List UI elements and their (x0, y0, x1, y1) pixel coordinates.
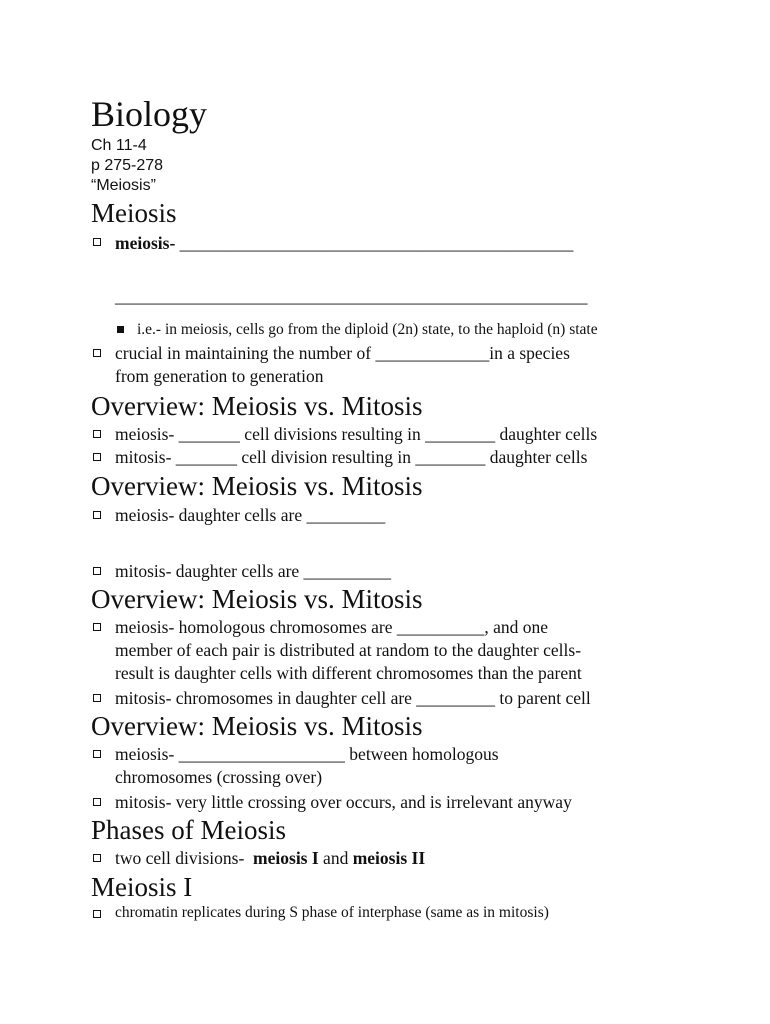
section-heading-overview-4: Overview: Meiosis vs. Mitosis (91, 711, 423, 741)
hollow-square-bullet-icon (93, 623, 101, 631)
section-heading-overview-3: Overview: Meiosis vs. Mitosis (91, 584, 423, 614)
section-heading-overview-2: Overview: Meiosis vs. Mitosis (91, 471, 423, 501)
term-meiosis-i: meiosis I (253, 848, 319, 868)
two-cell-divisions-text: two cell divisions- (115, 848, 254, 868)
hollow-square-bullet-icon (93, 349, 101, 357)
topic-label: “Meiosis” (91, 177, 156, 194)
document-title: Biology (91, 94, 208, 134)
section-heading-phases: Phases of Meiosis (91, 815, 286, 845)
overview-1-mitosis: mitosis- _______ cell division resulting in ________ daughter cells (115, 447, 588, 467)
overview-3-meiosis-line-2: member of each pair is distributed at random to the daughter cells- (115, 640, 582, 660)
hollow-square-bullet-icon (93, 453, 101, 461)
pages-label: p 275-278 (91, 157, 164, 174)
hollow-square-bullet-icon (93, 910, 101, 918)
diploid-haploid-note: i.e.- in meiosis, cells go from the diploid (2n) state, to the haploid (n) state (137, 321, 598, 338)
hollow-square-bullet-icon (93, 694, 101, 702)
term-meiosis: meiosis- (115, 233, 176, 253)
term-meiosis-ii: meiosis II (352, 848, 426, 868)
meiosis-definition (115, 232, 573, 254)
section-heading-meiosis: Meiosis (91, 198, 177, 228)
hollow-square-bullet-icon (93, 430, 101, 438)
chapter-label: Ch 11-4 (91, 137, 147, 154)
definition-blank: _____________________________________________ (179, 233, 574, 253)
and-text: and (318, 848, 353, 868)
two-cell-divisions (115, 847, 425, 869)
overview-4-meiosis-line-1: meiosis- ___________________ between homologous (115, 744, 499, 764)
chromatin-replicates: chromatin replicates during S phase of interphase (same as in mitosis) (115, 904, 549, 921)
hollow-square-bullet-icon (93, 238, 101, 246)
overview-4-meiosis-line-2: chromosomes (crossing over) (115, 767, 323, 787)
crucial-line-2: from generation to generation (115, 366, 324, 386)
crucial-line-1: crucial in maintaining the number of _____________in a species (115, 343, 570, 363)
hollow-square-bullet-icon (93, 567, 101, 575)
overview-3-mitosis: mitosis- chromosomes in daughter cell are _________ to parent cell (115, 688, 591, 708)
overview-2-meiosis: meiosis- daughter cells are _________ (115, 505, 386, 525)
section-heading-overview-1: Overview: Meiosis vs. Mitosis (91, 391, 423, 421)
definition-blank-line-2: ______________________________________________________ (115, 286, 588, 306)
filled-square-bullet-icon (117, 326, 124, 333)
hollow-square-bullet-icon (93, 750, 101, 758)
hollow-square-bullet-icon (93, 511, 101, 519)
overview-4-mitosis: mitosis- very little crossing over occurs, and is irrelevant anyway (115, 792, 572, 812)
overview-1-meiosis: meiosis- _______ cell divisions resulting in ________ daughter cells (115, 424, 598, 444)
hollow-square-bullet-icon (93, 854, 101, 862)
overview-2-mitosis: mitosis- daughter cells are __________ (115, 561, 392, 581)
hollow-square-bullet-icon (93, 798, 101, 806)
overview-3-meiosis-line-1: meiosis- homologous chromosomes are __________, and one (115, 617, 549, 637)
overview-3-meiosis-line-3: result is daughter cells with different chromosomes than the parent (115, 663, 582, 683)
section-heading-meiosis-i: Meiosis I (91, 872, 193, 902)
